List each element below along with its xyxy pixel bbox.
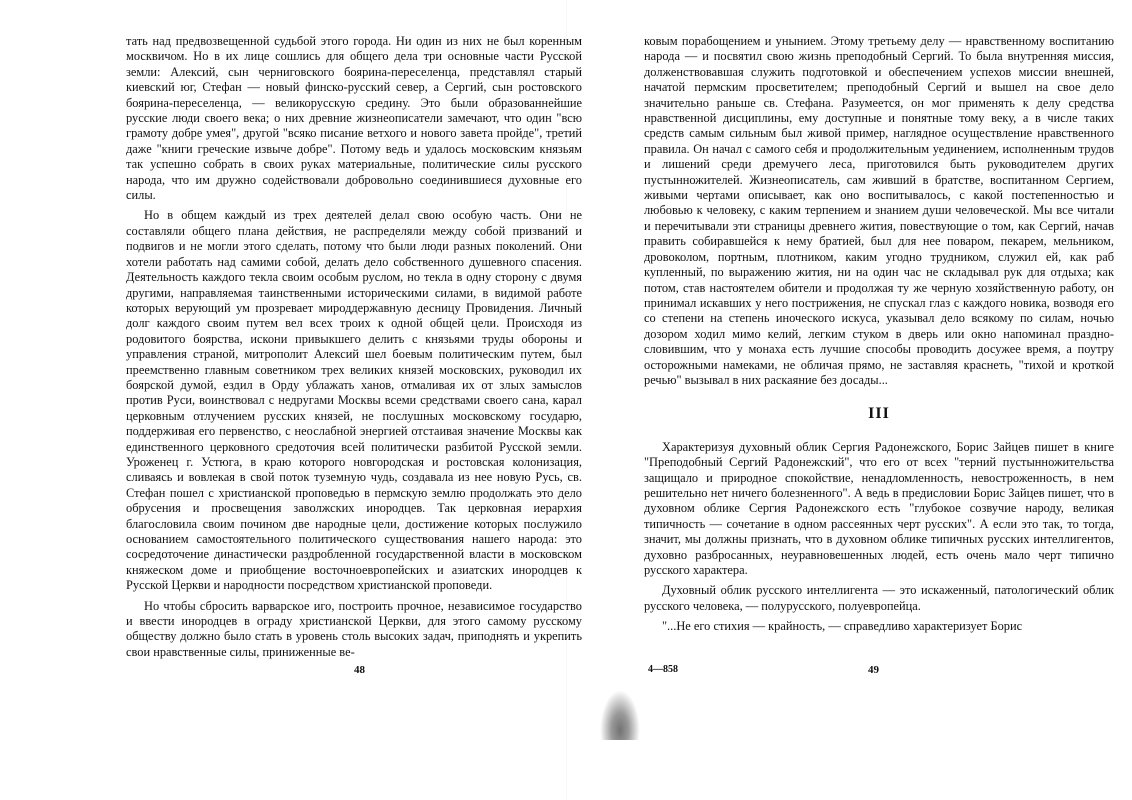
paragraph: Характеризуя духовный облик Сергия Радонежского, Борис Зайцев пишет в книге "Преподобный Сергий Радонежский", что его от всех "терний пустынножительства защищало и природное спокойствие, ненадломленность, невостроженность, в нем решительно нет ничего болезненного". А ведь в предисловии Борис Зайцев пишет, что в духовном облике Сергия Радонежского есть "глубокое созвучие народу, великая типичность — сочетание в одном рассеянных черт русских". А если это так, то тогда, значит, мы должны признать, что в духовном облике типичных русских интеллигентов, духовно разбросанных, неуравновешенных людей, есть очень мало черт типично русского характера. xyxy=(644,439,1114,577)
page-number-right: 49 xyxy=(868,664,879,676)
paragraph: "...Не его стихия — крайность, — справедливо характеризует Борис xyxy=(662,619,1023,634)
signature-mark: 4—858 xyxy=(648,664,678,675)
paragraph: Духовный облик русского интеллигента — это искаженный, патологический облик русского человека, — полурусского, полуевропейца. xyxy=(644,583,1114,613)
page-number-left: 48 xyxy=(354,664,365,676)
paragraph: Но чтобы сбросить варварское иго, построить прочное, независимое государство и ввести инородцев в ограду христианской Церкви, для этого самому русскому обществу должно было стать в уровень столь высоких задач, приподнять и укрепить свои нравственные силы, приниженные ве- xyxy=(126,598,582,659)
right-page xyxy=(566,0,1132,800)
scan-smudge xyxy=(600,690,640,740)
left-page-text xyxy=(126,34,582,660)
paragraph: ковым порабощением и унынием. Этому третьему делу — нравственному воспитанию народа — и посвятил свою жизнь преподобный Сергий. То была внутренняя миссия, долженствовавшая служить подготовкой и обеспечением успехов миссии внешней, начатой пермским просветителем; преподобный Сергий и вышел на свое дело значительно раньше св. Стефана. Разумеется, он мог применять к делу средства нравственной дисциплины, ему доступные и понятные тому веку, а в числе таких средств самым сильным был живой пример, наглядное осуществление нравственного правила. Он начал с самого себя и продолжительным уединением, исполненным трудов и лишений среди дремучего леса, приготовился быть руководителем других пустынножителей. Жизнеописатель, сам живший в братстве, воспитанном Сергием, живыми чертами описывает, как оно воспитывалось, с какой постепенностью и любовью к человеку, с каким терпением и знанием души человеческой. Мы все читали и перечитывали эти страницы древнего жития, повествующие о том, как Сергий, начав править собиравшейся к нему братией, был для нее поваром, пекарем, мельником, дровоколом, портным, плотником, каким угодно трудником, служил ей, как раб купленный, по выражению жития, ни на один час не складывал рук для отдыха; как потом, став настоятелем обители и продолжая ту же черную хозяйственную работу, он принимал искавших у него пострижения, не спускал глаз с каждого новика, возводя его со степени на степень иноческого искуса, указывал дело всякому по силам, ночью дозором ходил мимо келий, легким стуком в дверь или окно напоминал празднословившим, что у монаха есть лучшие способы проводить досужее время, а поутру осторожными намеками, не обличая прямо, не заставляя краснеть, "тихой и кроткой речью" вызывал в них раскаяние без досады... xyxy=(644,34,1114,387)
paragraph: тать над предвозвещенной судьбой этого города. Ни один из них не был коренным москвичом. Но в их лице сошлись для общего дела три основные части Русской земли: Алексий, сын черниговского боярина-переселенца, представлял старый киевский юг, Стефан — новый финско-русский север, а Сергий, сын ростовского боярина-переселенца, — великорусскую средину. Это были образованнейшие русские люди своего века; о них древние жизнеописатели замечают, что один "всю грамоту добре умея", другой "всяко писание ветхого и нового завета пройде", третий даже "книги греческие извыче добре". Потому ведь и удалось московским князьям так успешно собрать в своих руках материальные, политические силы русского народа, что им дружно содействовали добровольно соединившиеся духовные его силы. xyxy=(126,34,582,203)
right-page-text xyxy=(644,34,1114,635)
paragraph: Но в общем каждый из трех деятелей делал свою особую часть. Они не составляли общего плана действия, не распределяли между собой призваний и подвигов и не могли этого сделать, потому что были люди разных поколений. Они хотели работать над самими собой, делать дело собственного душевного спасения. Деятельность каждого текла своим особым руслом, но текла в одну сторону с двумя другими, направляемая таинственными историческими силами, в видимой работе которых верующий ум прозревает мироддержавную десницу Провидения. Личный долг каждого своим путем вел всех троих к одной общей цели. Происходя из родовитого боярства, искони привыкшего делить с князьями труды обороны и управления страной, митрополит Алексий шел боевым политическим путем, был преемственно главным советником трех великих князей московских, руководил их боярской думой, ездил в Орду ублажать ханов, отмаливая их от злых замыслов против Руси, воинствовал с недругами Москвы всеми средствами своего сана, карал церковным отлучением русских князей, не послушных московскому государю, поддерживая его первенство, с неослабной энергией отстаивая значение Москвы как единственного церковного средоточия всей политически разбитой Русской земли. Уроженец г. Устюга, в краю которого новгородская и ростовская колонизация, сливаясь и вовлекая в свой поток туземную чудь, создавала из нее новую Русь, св. Стефан пошел с христианской проповедью в пермскую землю продолжать это дело обрусения и просвещения заволжских инородцев. Так церковная иерархия благословила своим почином две народные цели, достижение которых послужило основанием самостоятельного политического существования нашего народа: это сосредоточение династически раздробленной государственной власти в московском княжеском доме и приобщение восточноевропейских и азиатских инородцев к Русской Церкви и народности посредством христианской проповеди. xyxy=(126,208,582,593)
section-heading: III xyxy=(868,405,890,423)
